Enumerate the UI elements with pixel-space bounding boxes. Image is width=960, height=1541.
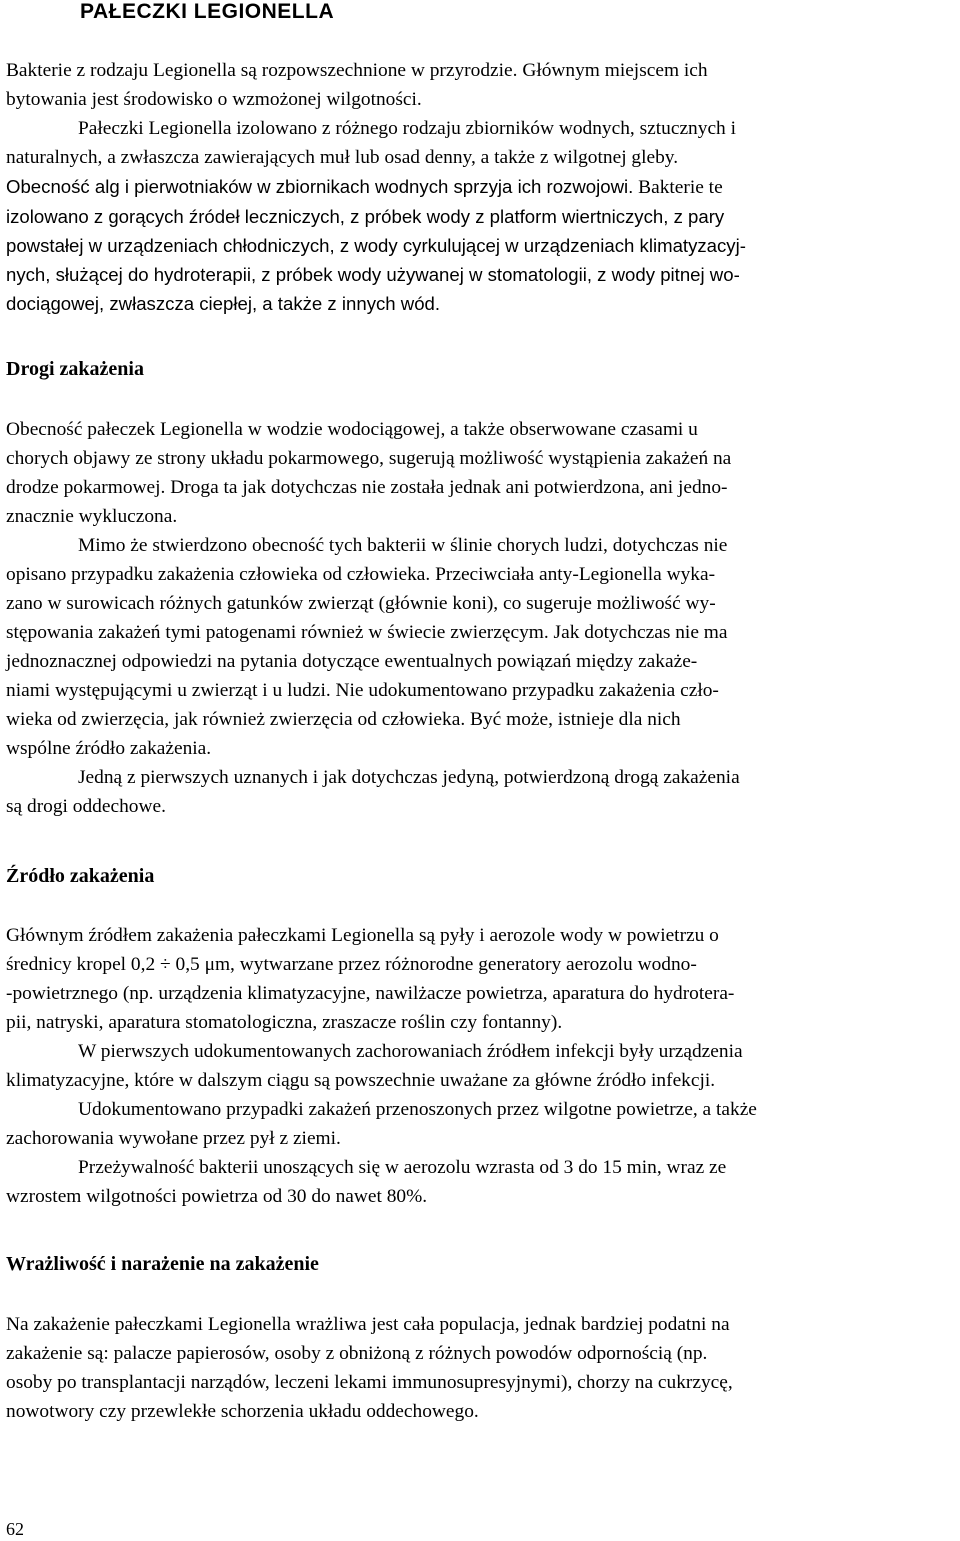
text-segment: Obecność alg i pierwotniaków w zbiornikach wodnych sprzyja ich rozwojowi. (6, 176, 634, 197)
document-title: PAŁECZKI LEGIONELLA (80, 0, 335, 23)
section-paragraph (6, 415, 956, 821)
text-line: wspólne źródło zakażenia. (6, 738, 212, 759)
intro-paragraph (6, 56, 956, 172)
text-line: nowotwory czy przewlekłe schorzenia układu oddechowego. (6, 1401, 479, 1422)
text-line: izolowano z gorących źródeł leczniczych, z próbek wody z platform wiertniczych, z pary (6, 206, 725, 227)
page-number: 62 (6, 1519, 24, 1539)
text-line: Jedną z pierwszych uznanych i jak dotychczas jedyną, potwierdzoną drogą zakażenia (78, 767, 740, 788)
text-line: stępowania zakażeń tymi patogenami również w świecie zwierzęcym. Jak dotychczas nie ma (6, 622, 728, 643)
text-line: Mimo że stwierdzono obecność tych bakterii w ślinie chorych ludzi, dotychczas nie (78, 535, 728, 556)
section-paragraph (6, 921, 956, 1211)
text-line: powstałej w urządzeniach chłodniczych, z wody cyrkulującej w urządzeniach klimatyzacyj- (6, 235, 746, 256)
text-line: -powietrznego (np. urządzenia klimatyzacyjne, nawilżacze powietrza, aparatura do hydrotera- (6, 983, 735, 1004)
intro-paragraph-continued (6, 172, 956, 318)
text-line: Głównym źródłem zakażenia pałeczkami Legionella są pyły i aerozole wody w powietrzu o (6, 925, 719, 946)
text-line: Udokumentowano przypadki zakażeń przenoszonych przez wilgotne powietrze, a także (78, 1099, 757, 1120)
text-line: zachorowania wywołane przez pył z ziemi. (6, 1128, 341, 1149)
text-line: są drogi oddechowe. (6, 796, 166, 817)
text-line: Pałeczki Legionella izolowano z różnego rodzaju zbiorników wodnych, sztucznych i (78, 118, 736, 139)
text-line: chorych objawy ze strony układu pokarmowego, sugerują możliwość wystąpienia zakażeń na (6, 448, 732, 469)
text-line: klimatyzacyjne, które w dalszym ciągu są powszechnie uważane za główne źródło infekcji. (6, 1070, 716, 1091)
text-line: drodze pokarmowej. Droga ta jak dotychczas nie została jednak ani potwierdzona, ani jedno- (6, 477, 728, 498)
text-line: opisano przypadku zakażenia człowieka od człowieka. Przeciwciała anty-Legionella wyka- (6, 564, 716, 585)
text-line: Na zakażenie pałeczkami Legionella wrażliwa jest cała populacja, jednak bardziej podatni na (6, 1314, 730, 1335)
text-line: znacznie wykluczona. (6, 506, 178, 527)
text-line: bytowania jest środowisko o wzmożonej wilgotności. (6, 89, 422, 110)
section-heading: Drogi zakażenia (6, 358, 144, 380)
text-line: osoby po transplantacji narządów, leczeni lekami immunosupresyjnymi), chorzy na cukrzycę, (6, 1372, 733, 1393)
text-line: Obecność pałeczek Legionella w wodzie wodociągowej, a także obserwowane czasami u (6, 419, 698, 440)
section-heading: Źródło zakażenia (6, 865, 155, 887)
text-line: naturalnych, a zwłaszcza zawierających muł lub osad denny, a także z wilgotnej gleby. (6, 147, 679, 168)
section-paragraph (6, 1310, 956, 1426)
text-line: dociągowej, zwłaszcza ciepłej, a także z innych wód. (6, 293, 441, 314)
text-segment: Bakterie te (638, 177, 723, 198)
text-line: W pierwszych udokumentowanych zachorowaniach źródłem infekcji były urządzenia (78, 1041, 743, 1062)
text-line: pii, natryski, aparatura stomatologiczna, zraszacze roślin czy fontanny). (6, 1012, 563, 1033)
section-heading: Wrażliwość i narażenie na zakażenie (6, 1253, 319, 1275)
text-line: wieka od zwierzęcia, jak również zwierzęcia od człowieka. Być może, istnieje dla nich (6, 709, 681, 730)
text-line: niami występującymi u zwierząt i u ludzi. Nie udokumentowano przypadku zakażenia czło- (6, 680, 719, 701)
text-line: nych, służącej do hydroterapii, z próbek wody używanej w stomatologii, z wody pitnej wo- (6, 264, 740, 285)
text-line: zano w surowicach różnych gatunków zwierząt (głównie koni), co sugeruje możliwość wy- (6, 593, 716, 614)
text-line: średnicy kropel 0,2 ÷ 0,5 μm, wytwarzane przez różnorodne generatory aerozolu wodno- (6, 954, 697, 975)
text-line: Bakterie z rodzaju Legionella są rozpowszechnione w przyrodzie. Głównym miejscem ich (6, 60, 708, 81)
text-line: wzrostem wilgotności powietrza od 30 do nawet 80%. (6, 1186, 428, 1207)
text-line: jednoznacznej odpowiedzi na pytania dotyczące ewentualnych powiązań między zakaże- (6, 651, 698, 672)
text-line: Przeżywalność bakterii unoszących się w aerozolu wzrasta od 3 do 15 min, wraz ze (78, 1157, 727, 1178)
text-line: zakażenie są: palacze papierosów, osoby z obniżoną z różnych powodów odpornością (np. (6, 1343, 708, 1364)
